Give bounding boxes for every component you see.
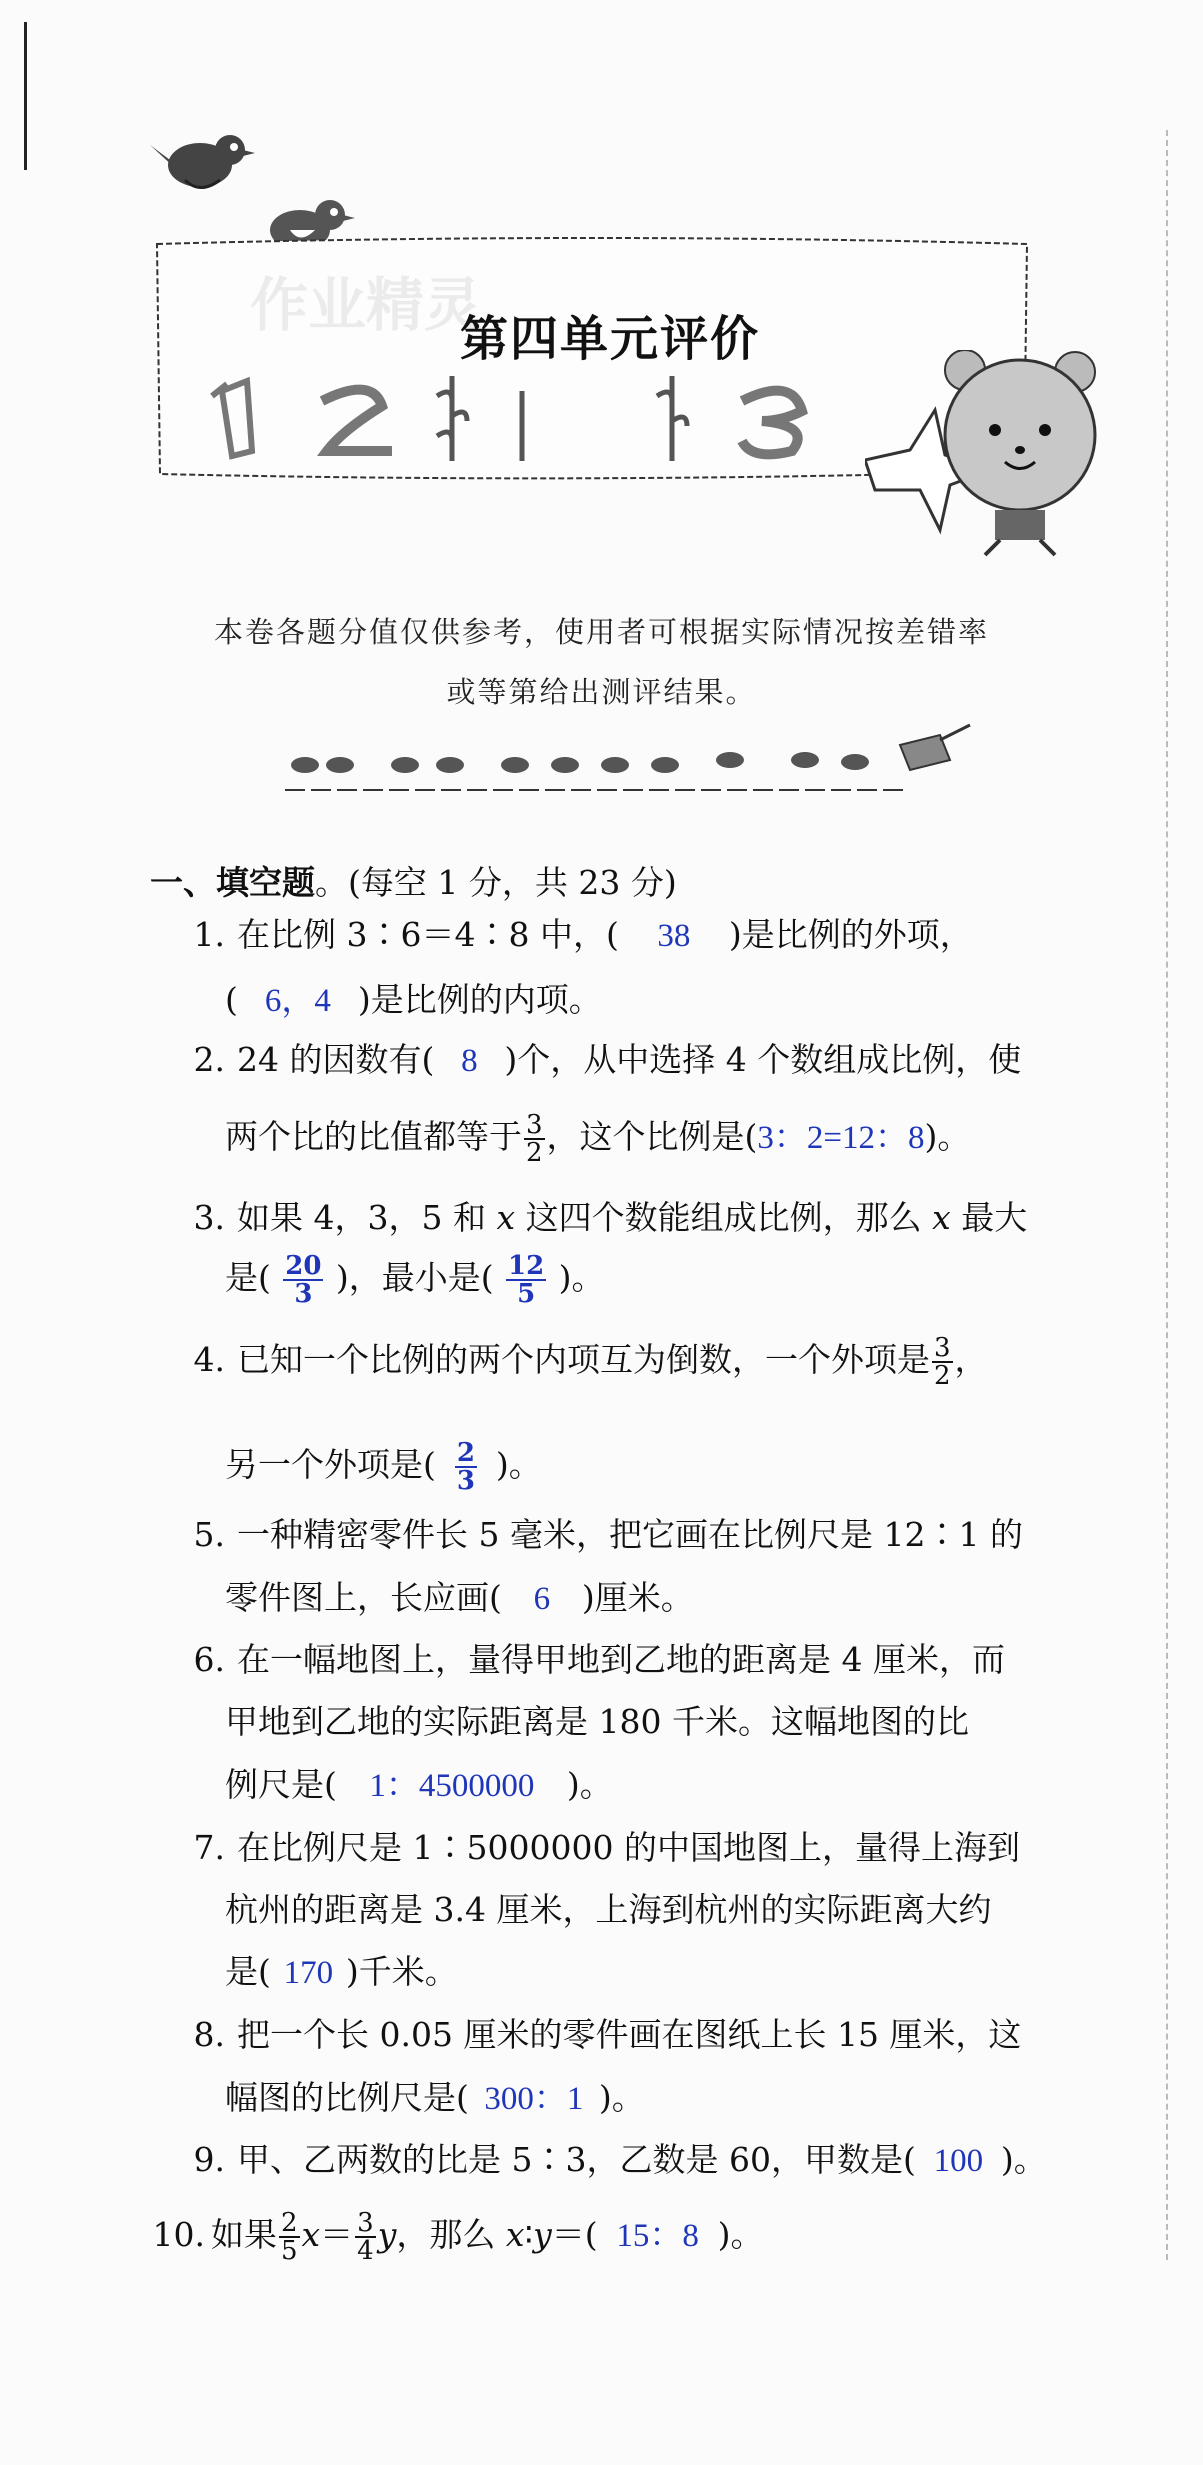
question-5: 5. 一种精密零件长 5 毫米，把它画在比例尺是 12∶1 的 (170, 1515, 1023, 1555)
answer-field[interactable]: 1：4500000 (369, 1768, 535, 1804)
question-number: 10. (152, 2215, 205, 2254)
question-2-line-2: 两个比的比值都等于 $\frac{3}{2}$ ，这个比例是(3：2=12：8)。 (225, 1110, 971, 1168)
fraction: $\frac{2}{5}$ (281, 2208, 298, 2266)
answer-field[interactable]: 38 (657, 918, 691, 954)
answer-fraction[interactable]: $\frac{12}{5}$ (508, 1251, 545, 1309)
section-heading (150, 857, 677, 904)
question-10: 10. 如果 $\frac{2}{5}$ x＝ $\frac{3}{4}$ y，那么 x∶y＝( 15：8 )。 (140, 2210, 764, 2264)
question-number: 8. (193, 2015, 225, 2054)
question-4: 4. 已知一个比例的两个内项互为倒数，一个外项是 $\frac{3}{2}$ ， (170, 1335, 988, 1389)
question-7: 7. 在比例尺是 1∶5000000 的中国地图上，量得上海到 (170, 1828, 1020, 1868)
page-title: 第四单元评价 (460, 311, 761, 367)
intro-line-2: 或等第给出测评结果。 (446, 675, 757, 709)
question-1: 1. 在比例 3∶6＝4∶8 中，( 38 )是比例的外项， (170, 915, 973, 956)
answer-field[interactable]: 300：1 (484, 2081, 584, 2117)
question-7-line-2: 杭州的距离是 3.4 厘米，上海到杭州的实际距离大约 (225, 1890, 992, 1929)
question-number: 2. (193, 1040, 225, 1079)
question-number: 6. (193, 1640, 225, 1679)
intro-line-1: 本卷各题分值仅供参考，使用者可根据实际情况按差错率 (213, 615, 989, 649)
question-number: 5. (193, 1515, 225, 1554)
section-note: 。(每空 1 分，共 23 分) (315, 863, 677, 902)
question-6-line-2: 甲地到乙地的实际距离是 180 千米。这幅地图的比 (225, 1702, 969, 1741)
answer-field[interactable]: 3：2=12：8 (757, 1120, 925, 1156)
question-3-line-2: 是( $\frac{20}{3}$ )，最小是( $\frac{12}{5}$ )。 (225, 1251, 605, 1309)
answer-fraction[interactable]: $\frac{20}{3}$ (285, 1251, 322, 1309)
question-8-line-2: 幅图的比例尺是( 300：1 )。 (225, 2078, 645, 2117)
question-2: 2. 24 的因数有( 8 )个，从中选择 4 个数组成比例，使 (170, 1040, 1021, 1081)
bear-illustration (865, 350, 1105, 560)
fraction: $\frac{3}{2}$ (526, 1110, 543, 1168)
watermark: 作业精灵 (250, 271, 483, 339)
answer-field[interactable]: 8 (461, 1043, 478, 1079)
cut-line (1166, 130, 1168, 2260)
question-8: 8. 把一个长 0.05 厘米的零件画在图纸上长 15 厘米，这 (170, 2015, 1021, 2055)
answer-field[interactable]: 170 (283, 1955, 334, 1991)
question-3: 3. 如果 4，3，5 和 x 这四个数能组成比例，那么 x 最大 (170, 1198, 1027, 1238)
question-number: 7. (193, 1828, 225, 1867)
binding-edge (24, 22, 27, 170)
answer-field[interactable]: 6，4 (264, 983, 331, 1019)
question-7-line-3: 是( 170 )千米。 (225, 1952, 458, 1991)
answer-fraction[interactable]: $\frac{2}{3}$ (456, 1438, 475, 1496)
fraction: $\frac{3}{2}$ (934, 1333, 951, 1391)
question-number: 1. (193, 915, 225, 954)
question-6: 6. 在一幅地图上，量得甲地到乙地的距离是 4 厘米，而 (170, 1640, 1005, 1680)
answer-field[interactable]: 100 (933, 2143, 984, 2179)
section-title: 一、填空题 (150, 863, 315, 902)
question-number: 3. (193, 1198, 225, 1237)
question-number: 9. (193, 2140, 225, 2179)
question-4-line-2: 另一个外项是( $\frac{2}{3}$ )。 (225, 1438, 542, 1496)
answer-field[interactable]: 15：8 (616, 2218, 699, 2254)
question-5-line-2: 零件图上，长应画( 6 )厘米。 (225, 1578, 694, 1617)
sprouts-decoration (285, 720, 985, 800)
question-9: 9. 甲、乙两数的比是 5∶3，乙数是 60，甲数是( 100 )。 (170, 2140, 1047, 2181)
question-6-line-3: 例尺是( 1：4500000 )。 (225, 1765, 613, 1804)
fraction: $\frac{3}{4}$ (357, 2208, 374, 2266)
question-1-line-2: ( 6，4 )是比例的内项。 (225, 980, 602, 1019)
question-number: 4. (193, 1340, 225, 1379)
answer-field[interactable]: 6 (533, 1581, 551, 1617)
